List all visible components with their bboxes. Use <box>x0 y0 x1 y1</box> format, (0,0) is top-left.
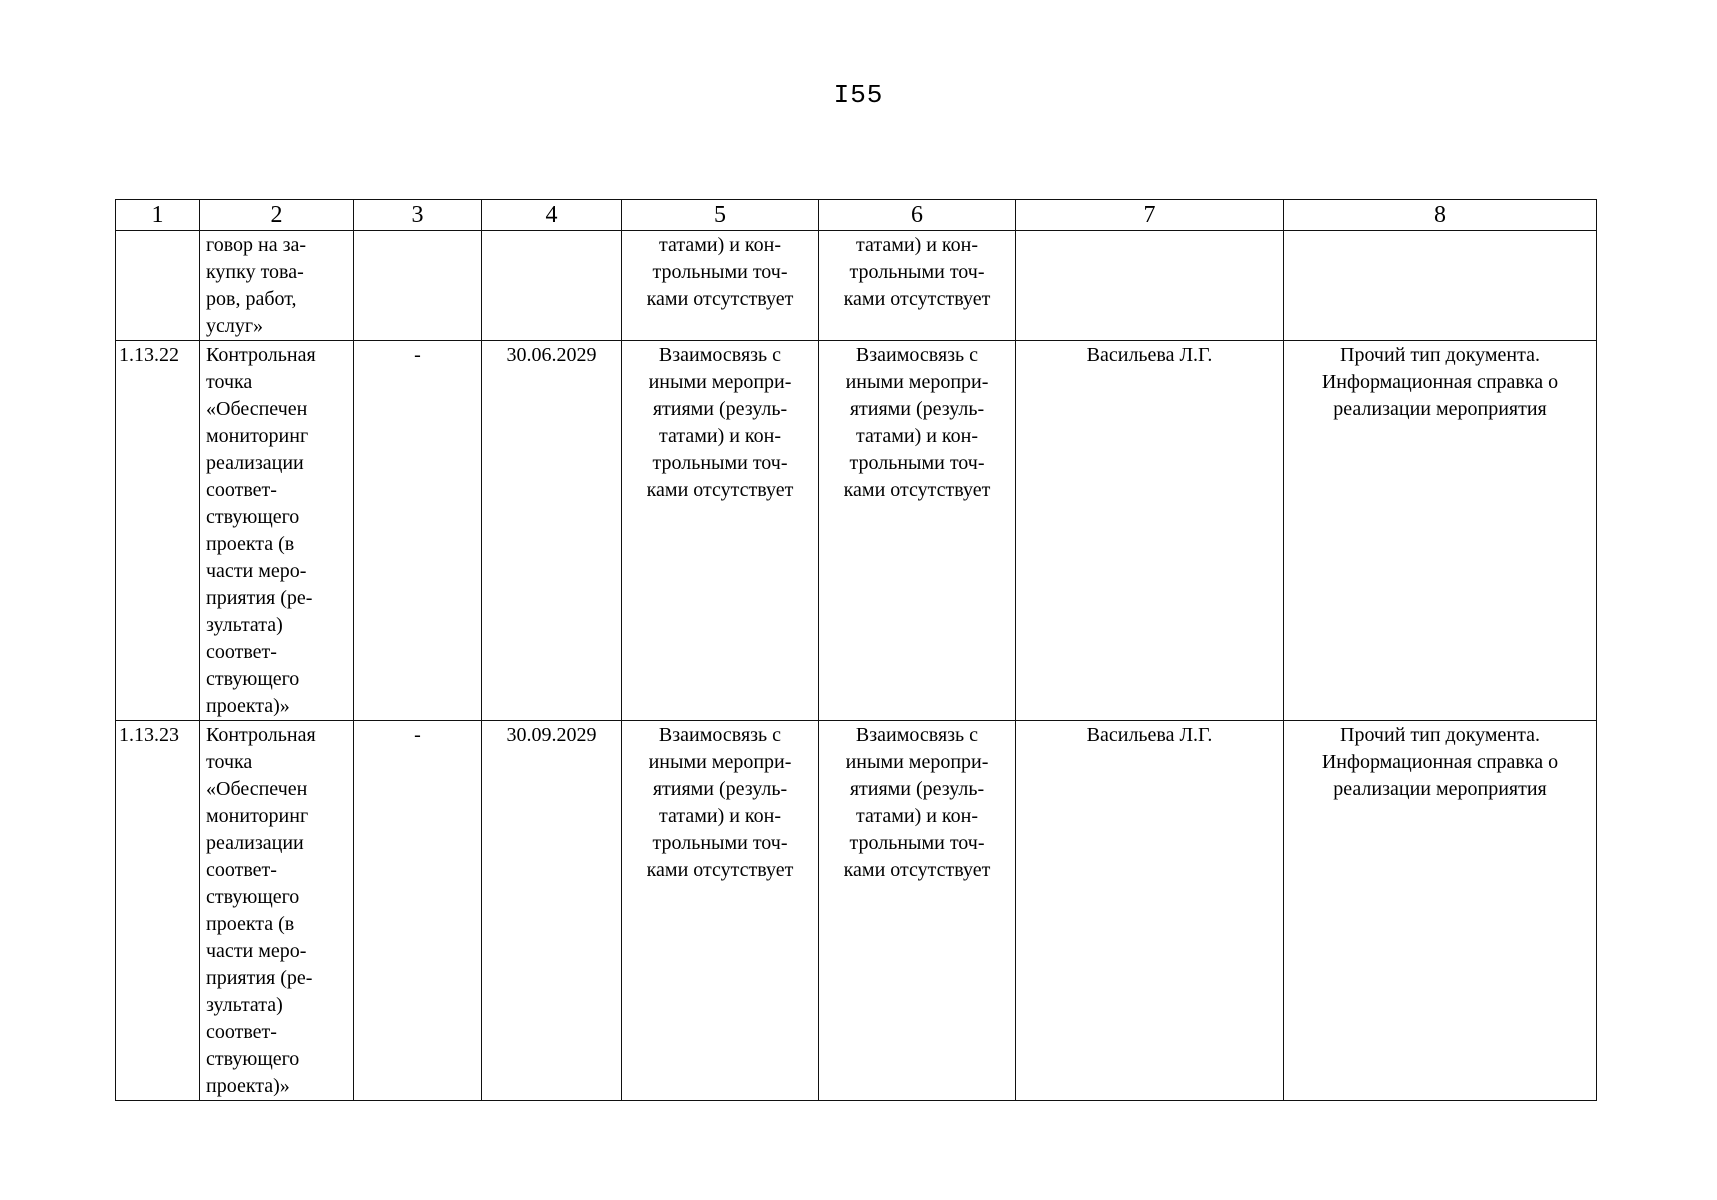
cell-line: Прочий тип документа. <box>1340 344 1540 366</box>
cell-id: 1.13.22 <box>116 341 200 721</box>
cell-line: ками отсутствует <box>646 859 794 881</box>
cell-line: ками отсутствует <box>646 479 794 501</box>
cell-line: иными меропри- <box>845 371 989 393</box>
cell-line: Взаимосвязь с <box>658 724 782 746</box>
cell-relation-1 <box>622 341 819 721</box>
cell-date <box>482 231 622 341</box>
cell-line: точка <box>206 371 253 393</box>
cell-line: трольными точ- <box>849 832 985 854</box>
cell-line: татами) и кон- <box>856 234 978 256</box>
cell-date: 30.06.2029 <box>482 341 622 721</box>
cell-line: проекта (в <box>206 533 295 555</box>
cell-line: трольными точ- <box>652 452 788 474</box>
cell-line: реализации <box>206 452 304 474</box>
cell-line: трольными точ- <box>849 261 985 283</box>
cell-relation-2 <box>819 231 1016 341</box>
cell-line: ятиями (резуль- <box>652 778 788 800</box>
header-col-7: 7 <box>1016 200 1284 231</box>
cell-line: татами) и кон- <box>856 425 978 447</box>
cell-line: татами) и кон- <box>659 234 781 256</box>
table-row-continuation <box>116 231 1597 341</box>
cell-line: ятиями (резуль- <box>849 398 985 420</box>
cell-line: Взаимосвязь с <box>658 344 782 366</box>
header-col-6: 6 <box>819 200 1016 231</box>
cell-line: проекта)» <box>206 695 290 717</box>
cell-line: проекта (в <box>206 913 295 935</box>
header-col-2: 2 <box>200 200 354 231</box>
header-col-5: 5 <box>622 200 819 231</box>
cell-relation-1 <box>622 721 819 1101</box>
cell-line: татами) и кон- <box>856 805 978 827</box>
cell-line: зультата) <box>206 614 283 636</box>
cell-id <box>116 231 200 341</box>
cell-line: соответ- <box>206 641 277 663</box>
cell-line: ствующего <box>206 1048 300 1070</box>
cell-col3: - <box>354 721 482 1101</box>
cell-line: ятиями (резуль- <box>652 398 788 420</box>
cell-line: ками отсутствует <box>843 479 991 501</box>
cell-line: приятия (ре- <box>206 967 313 989</box>
table-row <box>116 341 1597 721</box>
cell-line: трольными точ- <box>652 832 788 854</box>
cell-line: Контрольная <box>206 724 316 746</box>
header-col-8: 8 <box>1284 200 1597 231</box>
cell-line: татами) и кон- <box>659 805 781 827</box>
cell-col3: - <box>354 341 482 721</box>
cell-line: «Обеспечен <box>206 778 308 800</box>
cell-line: ствующего <box>206 886 300 908</box>
cell-document <box>1284 231 1597 341</box>
cell-date: 30.09.2029 <box>482 721 622 1101</box>
cell-responsible <box>1016 231 1284 341</box>
cell-line: ками отсутствует <box>843 859 991 881</box>
cell-relation-2 <box>819 341 1016 721</box>
cell-responsible: Васильева Л.Г. <box>1016 721 1284 1101</box>
cell-line: мониторинг <box>206 425 309 447</box>
cell-relation-2 <box>819 721 1016 1101</box>
cell-line: проекта)» <box>206 1075 290 1097</box>
cell-line: Информационная справка о <box>1321 751 1559 773</box>
cell-line: Информационная справка о <box>1321 371 1559 393</box>
cell-line: иными меропри- <box>648 751 792 773</box>
cell-name <box>200 721 354 1101</box>
header-col-4: 4 <box>482 200 622 231</box>
cell-line: приятия (ре- <box>206 587 313 609</box>
cell-line: татами) и кон- <box>659 425 781 447</box>
cell-line: части меро- <box>206 940 307 962</box>
cell-line: трольными точ- <box>652 261 788 283</box>
header-row <box>116 200 1597 231</box>
cell-line: реализации <box>206 832 304 854</box>
cell-line: мониторинг <box>206 805 309 827</box>
cell-line: ствующего <box>206 506 300 528</box>
cell-line: иными меропри- <box>845 751 989 773</box>
cell-line: реализации мероприятия <box>1333 778 1547 800</box>
cell-line: говор на за- <box>206 234 307 256</box>
cell-id: 1.13.23 <box>116 721 200 1101</box>
cell-responsible: Васильева Л.Г. <box>1016 341 1284 721</box>
cell-line: соответ- <box>206 1021 277 1043</box>
cell-col3 <box>354 231 482 341</box>
cell-line: Контрольная <box>206 344 316 366</box>
plan-table <box>115 199 1597 1101</box>
cell-line: иными меропри- <box>648 371 792 393</box>
cell-relation-1 <box>622 231 819 341</box>
cell-line: ствующего <box>206 668 300 690</box>
cell-document <box>1284 721 1597 1101</box>
cell-line: Взаимосвязь с <box>855 724 979 746</box>
cell-line: реализации мероприятия <box>1333 398 1547 420</box>
cell-line: части меро- <box>206 560 307 582</box>
header-col-3: 3 <box>354 200 482 231</box>
cell-line: «Обеспечен <box>206 398 308 420</box>
cell-line: ками отсутствует <box>843 288 991 310</box>
header-col-1: 1 <box>116 200 200 231</box>
cell-line: Прочий тип документа. <box>1340 724 1540 746</box>
cell-line: ятиями (резуль- <box>849 778 985 800</box>
cell-document <box>1284 341 1597 721</box>
cell-line: услуг» <box>206 315 264 337</box>
cell-line: купку това- <box>206 261 304 283</box>
cell-line: ками отсутствует <box>646 288 794 310</box>
cell-line: соответ- <box>206 479 277 501</box>
cell-line: зультата) <box>206 994 283 1016</box>
cell-line: соответ- <box>206 859 277 881</box>
cell-line: Взаимосвязь с <box>855 344 979 366</box>
cell-line: трольными точ- <box>849 452 985 474</box>
page-number: I55 <box>833 80 884 110</box>
cell-line: точка <box>206 751 253 773</box>
cell-name <box>200 231 354 341</box>
table-row <box>116 721 1597 1101</box>
cell-line: ров, работ, <box>206 288 297 310</box>
cell-name <box>200 341 354 721</box>
